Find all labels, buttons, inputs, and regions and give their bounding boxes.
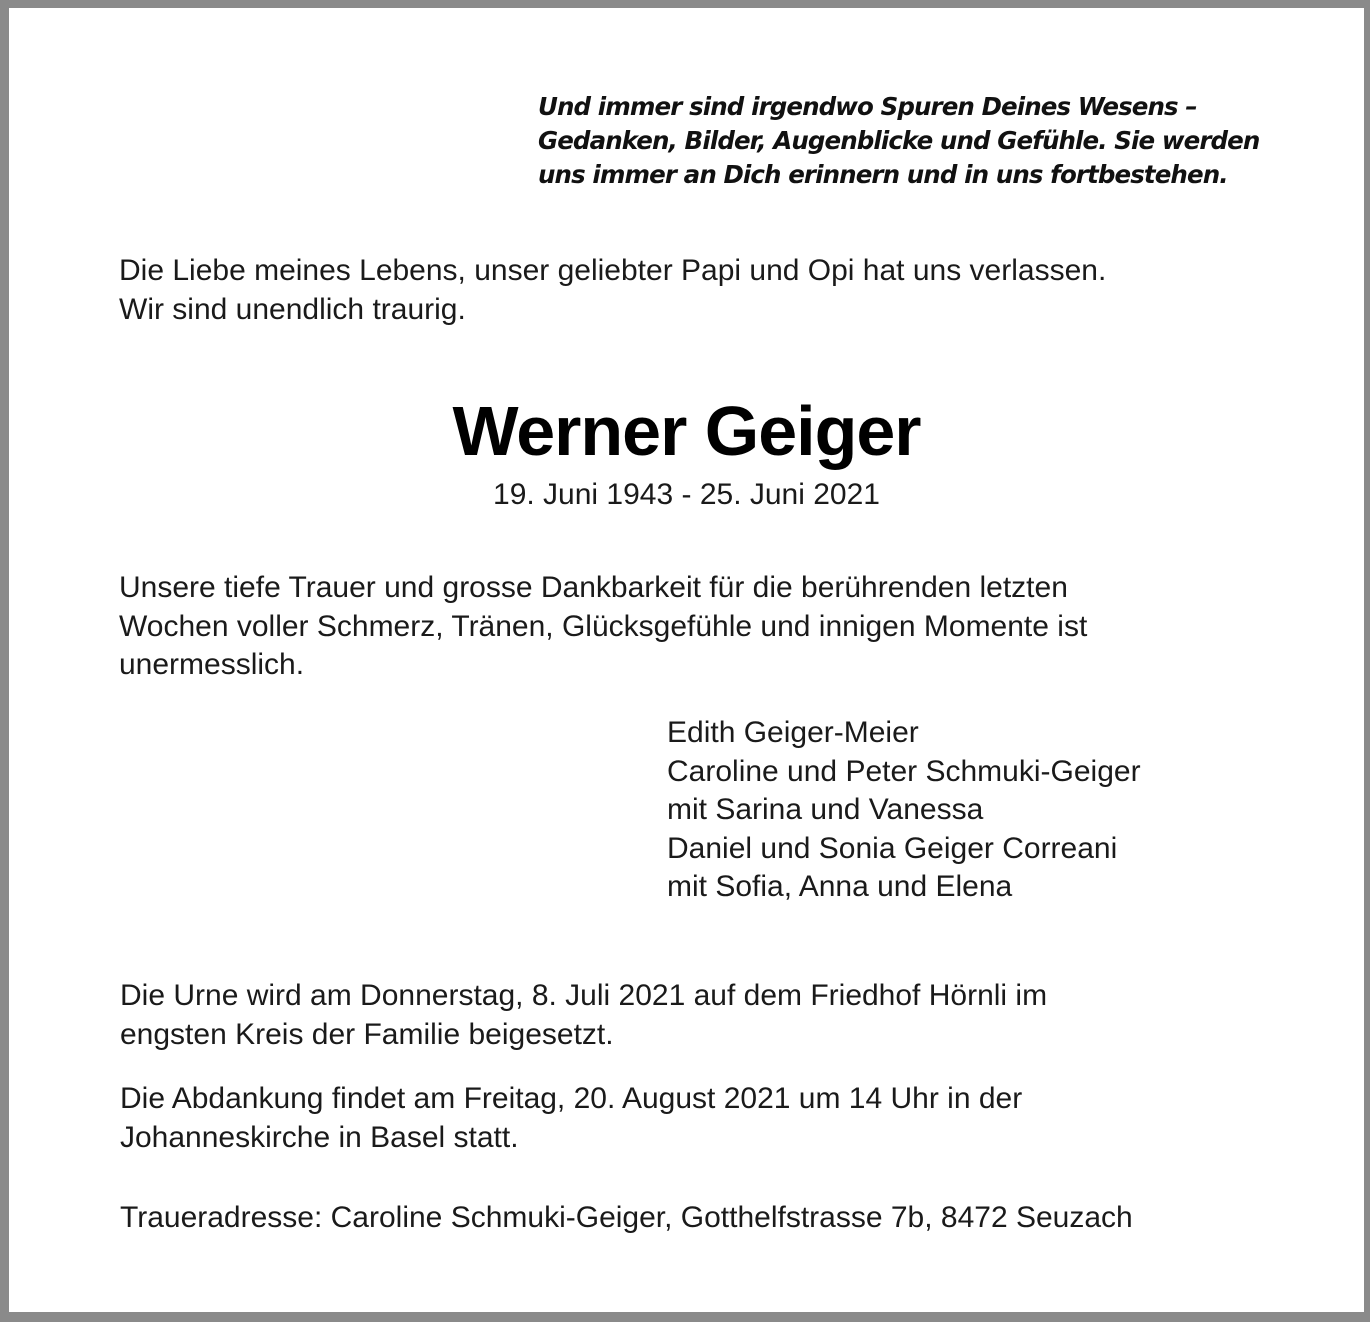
family-signatures xyxy=(667,714,1141,907)
intro-line: Die Liebe meines Lebens, unser geliebter Papi und Opi hat uns verlassen. xyxy=(119,254,1107,287)
quote-line: Gedanken, Bilder, Augenblicke und Gefühle. Sie werden xyxy=(538,126,1260,155)
intro-line: Wir sind unendlich traurig. xyxy=(119,292,466,326)
urn-line: engsten Kreis der Familie beigesetzt. xyxy=(120,1017,614,1051)
memorial-quote xyxy=(538,90,1258,192)
obituary-notice xyxy=(9,8,1364,1312)
urn-burial-paragraph xyxy=(120,977,1047,1054)
thanks-paragraph xyxy=(119,569,1087,685)
thanks-line: Unsere tiefe Trauer und grosse Dankbarkeit für die berührenden letzten xyxy=(119,571,1068,604)
family-line: mit Sarina und Vanessa xyxy=(667,793,984,826)
memorial-service-paragraph xyxy=(120,1080,1022,1157)
thanks-line: unermesslich. xyxy=(119,648,305,681)
family-line: Caroline und Peter Schmuki-Geiger xyxy=(667,754,1141,788)
intro-paragraph xyxy=(119,252,1106,329)
deceased-name: Werner Geiger xyxy=(452,392,921,470)
service-line: Die Abdankung findet am Freitag, 20. August 2021 um 14 Uhr in der xyxy=(120,1082,1023,1115)
mourning-address: Traueradresse: Caroline Schmuki-Geiger, Gotthelfstrasse 7b, 8472 Seuzach xyxy=(120,1201,1133,1234)
family-line: mit Sofia, Anna und Elena xyxy=(667,870,1013,903)
thanks-line: Wochen voller Schmerz, Tränen, Glücksgefühle und innigen Momente ist xyxy=(119,609,1088,643)
urn-line: Die Urne wird am Donnerstag, 8. Juli 2021 auf dem Friedhof Hörnli im xyxy=(120,979,1048,1012)
family-line: Daniel und Sonia Geiger Correani xyxy=(667,831,1118,865)
life-dates: 19. Juni 1943 - 25. Juni 2021 xyxy=(493,478,880,511)
service-line: Johanneskirche in Basel statt. xyxy=(120,1120,519,1154)
quote-line: Und immer sind irgendwo Spuren Deines Wesens – xyxy=(538,92,1197,121)
quote-line: uns immer an Dich erinnern und in uns fortbestehen. xyxy=(538,160,1228,189)
family-line: Edith Geiger-Meier xyxy=(667,716,919,749)
